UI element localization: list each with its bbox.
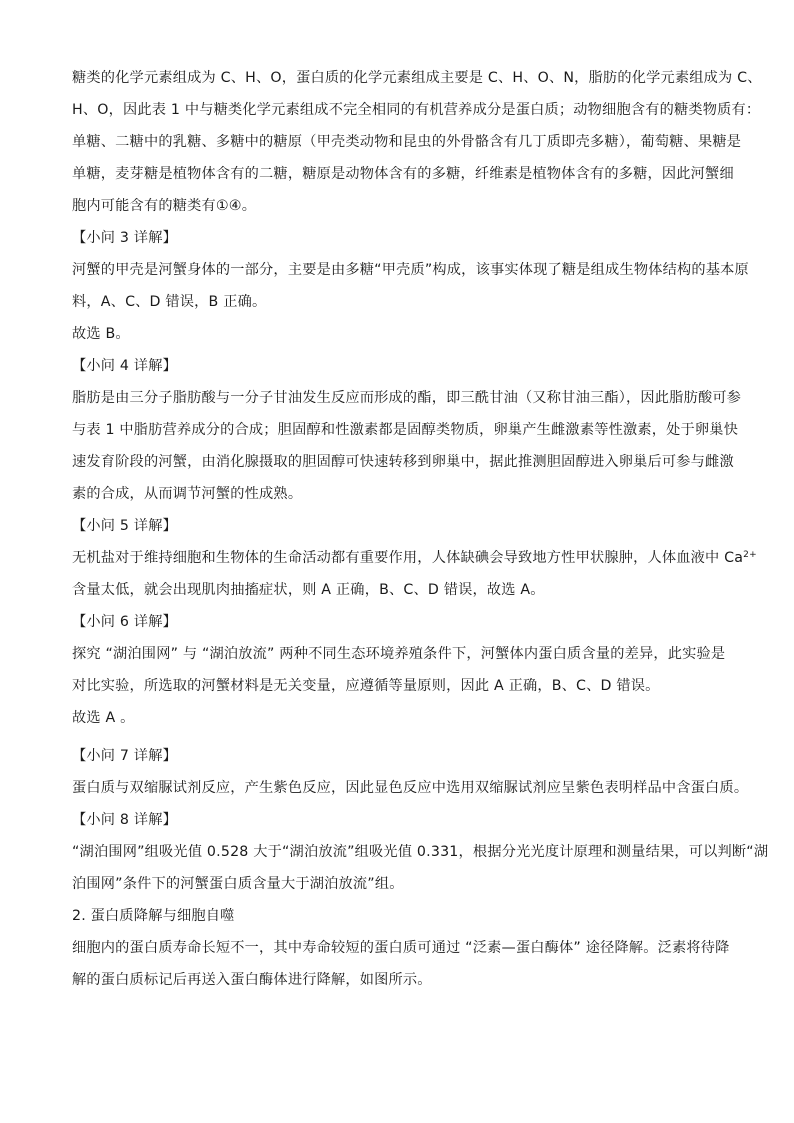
text-line: 糖类的化学元素组成为 C、H、O，蛋白质的化学元素组成主要是 C、H、O、N，脂肪的化学元素组成为 C、	[72, 70, 762, 86]
text-line: 素的合成，从而调节河蟹的性成熟。	[72, 486, 303, 502]
text-line: 单糖、二糖中的乳糖、多糖中的糖原（甲壳类动物和昆虫的外骨骼含有几丁质即壳多糖），葡萄糖、果糖是	[72, 134, 742, 150]
text-line: 对比实验，所选取的河蟹材料是无关变量，应遵循等量原则，因此 A 正确，B、C、D 错误。	[72, 678, 660, 694]
text-line: 脂肪是由三分子脂肪酸与一分子甘油发生反应而形成的酯，即三酰甘油（又称甘油三酯），因此脂肪酸可参	[72, 390, 742, 406]
section-heading: 【小问 3 详解】	[72, 230, 177, 246]
text-line: 与表 1 中脂肪营养成分的合成；胆固醇和性激素都是固醇类物质，卵巢产生雌激素等性激素，处于卵巢快	[72, 422, 739, 438]
section-heading: 【小问 8 详解】	[72, 812, 177, 828]
section-heading: 【小问 4 详解】	[72, 358, 177, 374]
answer-line: 故选 B。	[72, 326, 130, 342]
text-line: 解的蛋白质标记后再送入蛋白酶体进行降解，如图所示。	[72, 972, 432, 988]
text-line: 料，A、C、D 错误，B 正确。	[72, 294, 267, 310]
section-title: 2. 蛋白质降解与细胞自噬	[72, 908, 235, 924]
text-span: 无机盐对于维持细胞和生物体的生命活动都有重要作用，人体缺碘会导致地方性甲状腺肿，人体血液中 Ca	[72, 550, 744, 566]
text-line: 泊围网”条件下的河蟹蛋白质含量大于湖泊放流”组。	[72, 876, 404, 892]
text-line: 蛋白质与双缩脲试剂反应，产生紫色反应，因此显色反应中选用双缩脲试剂应呈紫色表明样品中含蛋白质。	[72, 780, 749, 796]
text-line	[72, 542, 757, 574]
text-line: 速发育阶段的河蟹，由消化腺摄取的胆固醇可快速转移到卵巢中，据此推测胆固醇进入卵巢后可参与雌激	[72, 454, 734, 470]
superscript: 2+	[743, 550, 757, 560]
section-heading: 【小问 6 详解】	[72, 614, 177, 630]
text-line: 单糖，麦芽糖是植物体含有的二糖，糖原是动物体含有的多糖，纤维素是植物体含有的多糖，因此河蟹细	[72, 166, 734, 182]
text-line: 含量太低，就会出现肌肉抽搐症状，则 A 正确，B、C、D 错误，故选 A。	[72, 582, 545, 598]
text-line: H、O，因此表 1 中与糖类化学元素组成不完全相同的有机营养成分是蛋白质；动物细胞含有的糖类物质有：	[72, 102, 761, 118]
text-line: “湖泊围网”组吸光值 0.528 大于“湖泊放流”组吸光值 0.331，根据分光光度计原理和测量结果，可以判断“湖	[72, 844, 769, 860]
section-heading: 【小问 5 详解】	[72, 518, 177, 534]
answer-line: 故选 A 。	[72, 710, 135, 726]
document-body	[72, 62, 769, 996]
section-heading: 【小问 7 详解】	[72, 748, 177, 764]
text-line: 细胞内的蛋白质寿命长短不一，其中寿命较短的蛋白质可通过 “泛素—蛋白酶体” 途径降解。泛素将待降	[72, 940, 730, 956]
text-line: 探究 “湖泊围网” 与 “湖泊放流” 两种不同生态环境养殖条件下，河蟹体内蛋白质含量的差异，此实验是	[72, 646, 726, 662]
text-line: 河蟹的甲壳是河蟹身体的一部分，主要是由多糖“甲壳质”构成，该事实体现了糖是组成生物体结构的基本原	[72, 262, 749, 278]
text-line: 胞内可能含有的糖类有①④。	[72, 198, 257, 214]
